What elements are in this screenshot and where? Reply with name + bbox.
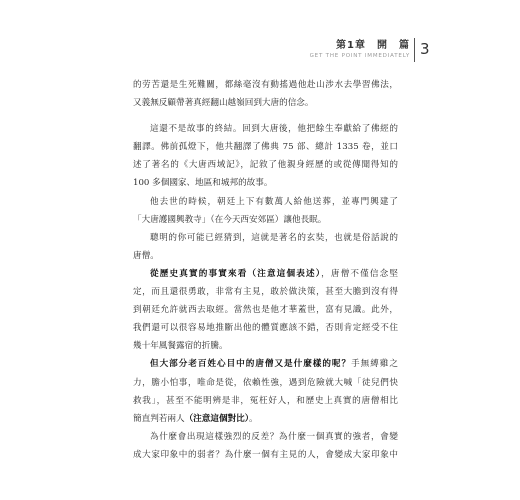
text-run: 唐僧。 xyxy=(133,250,159,261)
text-line xyxy=(133,247,398,265)
text-run: 簡直判若兩人 xyxy=(133,413,185,424)
paragraph xyxy=(133,120,398,192)
text-line xyxy=(133,265,398,283)
text-run: 100 多個國家、地區和城邦的故事。 xyxy=(133,178,273,189)
chapter-subtitle: GET THE POINT IMMEDIATELY xyxy=(309,53,410,59)
text-line xyxy=(133,174,398,192)
emphasis-text: 但大部分老百姓心目中的唐僧又是什麼樣的呢？ xyxy=(150,359,352,370)
text-line xyxy=(133,374,398,392)
text-run: 又義無反顧帶著真經翻山越嶺回到大唐的信念。 xyxy=(133,98,314,109)
text-run: 的劳苦還是生死難關，都絲毫沒有動搖過他赴山涉水去學習佛法， xyxy=(133,80,398,90)
text-line xyxy=(133,120,398,138)
text-line xyxy=(133,428,398,446)
text-line xyxy=(133,446,398,464)
text-run: 這還不是故事的終結。回到大唐後，他把餘生奉獻給了佛經的 xyxy=(150,124,398,135)
text-line xyxy=(133,392,398,410)
paragraph xyxy=(133,265,398,355)
text-run: 定，而且還很勇敢，非常有主見，敢於做決策，甚至大膽到沒有得 xyxy=(133,287,398,298)
text-line xyxy=(133,94,398,112)
paragraph xyxy=(133,355,398,427)
text-run: 為什麼會出現這樣強烈的反差？為什麼一個真實的強者，會變 xyxy=(150,431,398,442)
text-line xyxy=(133,283,398,301)
text-run: 幾十年風餐露宿的折騰。 xyxy=(133,341,228,352)
text-line xyxy=(133,229,398,247)
text-line xyxy=(133,138,398,156)
running-header xyxy=(310,40,410,60)
paragraph xyxy=(133,193,398,229)
text-run: 翻譯。佛前孤燈下，他共翻譯了佛典 75 部、總計 1335 卷，並口 xyxy=(133,142,398,153)
paragraph xyxy=(133,229,398,265)
text-line xyxy=(133,355,398,373)
text-line xyxy=(133,156,398,174)
text-run: 手無縛雞之 xyxy=(351,359,398,370)
text-line xyxy=(133,319,398,337)
text-line xyxy=(133,193,398,211)
text-run: 救我」，甚至不能明辨是非，冤枉好人，和歷史上真實的唐僧相比 xyxy=(133,395,398,406)
text-run: 述了著名的《大唐西域記》，記敘了他親身經歷的或從傳聞得知的 xyxy=(133,160,398,171)
text-run: 聰明的你可能已經猜到，這就是著名的玄奘，也就是俗話說的 xyxy=(150,232,398,243)
text-run: 「大唐護國興教寺」（在今天西安郊區）讓他長眠。 xyxy=(133,214,327,225)
page-number: 3 xyxy=(420,40,430,58)
text-line xyxy=(133,337,398,355)
text-run: ，唐僧不僅信念堅 xyxy=(321,268,398,279)
header-divider xyxy=(414,38,415,62)
text-run: 到朝廷允許就西去取經。當然也是他才華蓋世，富有見識。此外， xyxy=(133,305,398,316)
text-run: 成大家印象中的弱者？為什麼一個有主見的人，會變成大家印象中 xyxy=(133,449,398,460)
paragraph xyxy=(133,428,398,464)
emphasis-text: （注意這個對比） xyxy=(184,413,250,424)
text-line xyxy=(133,76,398,94)
text-run: 力，膽小怕事，唯命是從，依賴性強，遇到危險就大喊「徒兒們快 xyxy=(133,377,398,388)
emphasis-text: 從歷史真實的事實來看（注意這個表述） xyxy=(150,268,322,279)
text-run: 我們還可以很容易地推斷出他的體質應該不錯，否則肯定經受不住 xyxy=(133,323,398,334)
text-line xyxy=(133,410,398,428)
text-line xyxy=(133,301,398,319)
text-run: 他去世的時候，朝廷上下有數萬人給他送葬，並專門興建了 xyxy=(150,196,398,207)
body-text xyxy=(133,76,398,464)
text-run: 。 xyxy=(249,413,258,424)
paragraph xyxy=(133,76,398,112)
paragraph-gap xyxy=(133,112,398,120)
text-line xyxy=(133,211,398,229)
chapter-title: 第1章 開 篇 xyxy=(336,40,410,51)
